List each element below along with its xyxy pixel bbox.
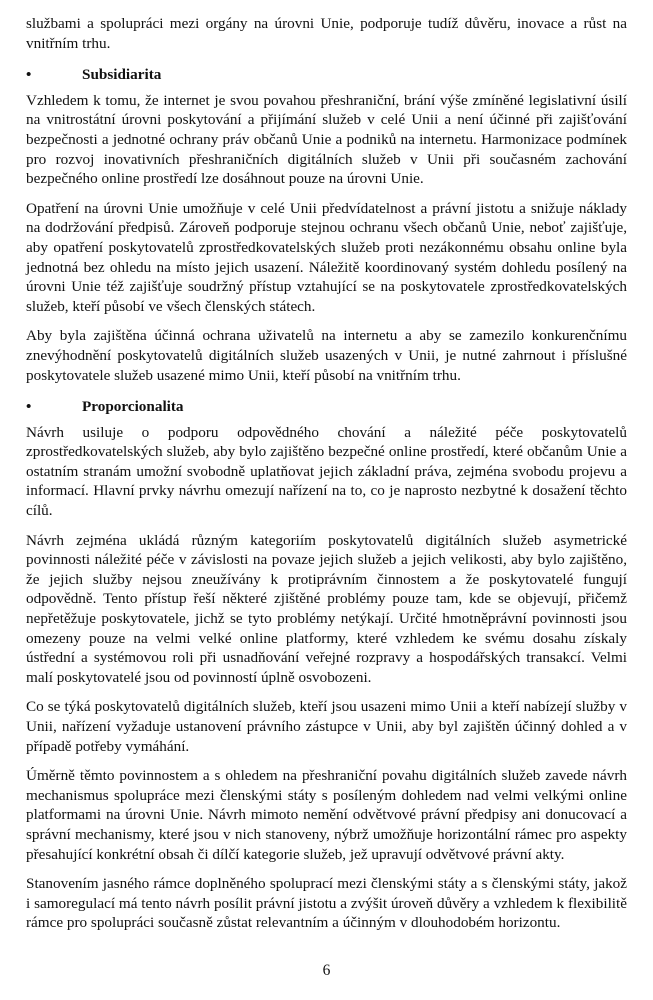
paragraph: Úměrně těmto povinnostem a s ohledem na přeshraniční povahu digitálních služeb zavede návrh mechanismus spolupráce mezi členskými státy s posíleným dohledem nad velmi velkými online platformami na úrovni Unie. Návrh mimoto nemění odvětvové právní předpisy ani donucovací a správní mechanismy, které jsou v nich stanoveny, nýbrž umožňuje horizontální rámec pro aspekty přesahující konkrétní obsah či dílčí kategorie služeb, jež upravují odvětvové právní akty. bbox=[26, 767, 627, 863]
intro-paragraph: službami a spolupráci mezi orgány na úrovni Unie, podporuje tudíž důvěru, inovace a růst na vnitřním trhu. bbox=[26, 15, 627, 52]
section-heading-subsidiarity bbox=[26, 65, 627, 85]
paragraph: Aby byla zajištěna účinná ochrana uživatelů na internetu a aby se zamezilo konkurenčnímu znevýhodnění poskytovatelů digitálních služeb usazených v Unii, je nutné zahrnout i příslušné poskytovatele služeb usazené mimo Unii, kteří působí na vnitřním trhu. bbox=[26, 327, 627, 384]
paragraph: Návrh usiluje o podporu odpovědného chování a náležité péče poskytovatelů zprostředkovatelských služeb, aby bylo zajištěno bezpečné online prostředí, které občanům Unie a ostatním stranám umožní svobodně uplatňovat jejich základní práva, zejména svobodu projevu a informací. Hlavní prvky návrhu omezují nařízení na to, co je naprosto nezbytné k dosažení těchto cílů. bbox=[26, 423, 627, 520]
paragraph: Vzhledem k tomu, že internet je svou povahou přeshraniční, brání výše zmíněné legislativní úsilí na vnitrostátní úrovni poskytování a přijímání služeb v celé Unii a není účinné při zajišťování bezpečnosti a jednotné ochrany práv občanů Unie a podniků na internetu. Harmonizace podmínek pro rozvoj inovativních přeshraničních digitálních služeb v Unii při současném zachování bezpečného online prostředí lze dosáhnout pouze na úrovni Unie. bbox=[26, 91, 627, 188]
section-title: Proporcionalita bbox=[82, 398, 184, 416]
page-number: 6 bbox=[322, 962, 331, 979]
document-page bbox=[26, 14, 627, 943]
section-title: Subsidiarita bbox=[82, 66, 162, 84]
bullet-icon: • bbox=[26, 398, 32, 416]
section-heading-proportionality bbox=[26, 397, 627, 417]
paragraph: Stanovením jasného rámce doplněného spoluprací mezi členskými státy a s členskými státy, jakož i samoregulací má tento návrh posílit právní jistotu a zvýšit úroveň důvěry a vzhledem k flexibilitě rámce pro spolupráci současně zůstat relevantním a účinným v dlouhodobém horizontu. bbox=[26, 875, 627, 932]
paragraph: Co se týká poskytovatelů digitálních služeb, kteří jsou usazeni mimo Unii a kteří nabízejí služby v Unii, nařízení vyžaduje ustanovení právního zástupce v Unii, aby byl zajištěn účinný dohled a v případě potřeby vymáhání. bbox=[26, 698, 627, 755]
bullet-icon: • bbox=[26, 66, 32, 84]
paragraph: Opatření na úrovni Unie umožňuje v celé Unii předvídatelnost a právní jistotu a snižuje náklady na dodržování předpisů. Zároveň podporuje stejnou ochranu všech občanů Unie, neboť zajišťuje, aby opatření poskytovatelů zprostředkovatelských služeb proti nezákonnému obsahu online byla jednotná bez ohledu na místo jejich usazení. Náležitě koordinovaný systém dohledu posílený na úrovni Unie též zajišťuje soudržný přístup vztahující se na poskytovatele zprostředkovatelských služeb, kteří působí ve všech členských státech. bbox=[26, 199, 627, 315]
paragraph: Návrh zejména ukládá různým kategoriím poskytovatelů digitálních služeb asymetrické povinnosti náležité péče v závislosti na povaze jejich služeb a jejich velikosti, aby bylo zajištěno, že jejich služby nejsou zneužívány k protiprávním činnostem a že poskytovatelé fungují odpovědně. Tento přístup řeší některé zjištěné problémy pouze tam, kde se objevují, přičemž nepřetěžuje poskytovatele, jichž se tyto problémy netýkají. Určité hmotněprávní povinnosti jsou omezeny pouze na velmi velké online platformy, které vzhledem ke svému dosahu získaly ústřední a systémovou roli při usnadňování veřejné rozpravy a hospodářských transakcí. Velmi malí poskytovatelé jsou od povinností úplně osvobozeni. bbox=[26, 531, 627, 686]
